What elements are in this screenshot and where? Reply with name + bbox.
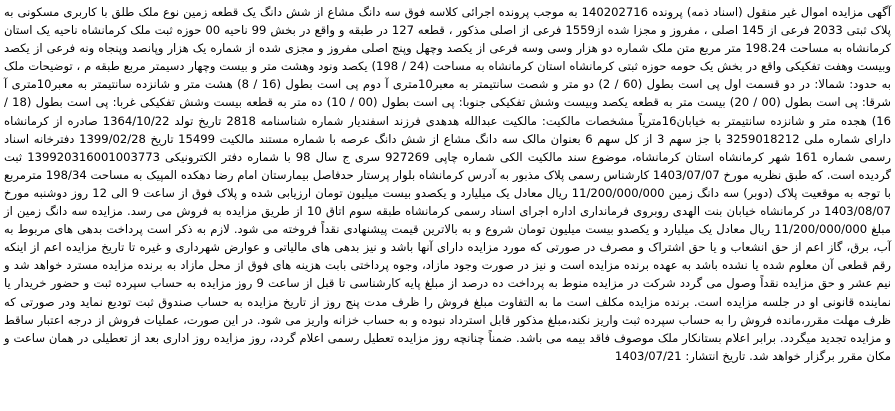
notice-body-text: آگهی مزایده اموال غیر منقول (اسناد ذمه) پرونده 140202716 به موجب پرونده اجرائی کلاسه فوق سه دانگ مشاع از شش دانگ یک قطعه زمین نوع ملک طلق با کاربری مسکونی به پلاک ثبتی 2033 فرعی از 145 اصلی ، مفروز و مجزا شده از1559 فرعی از اصلی مذکور ، قطعه 127 در طبقه و واقع در بخش 99 ناحیه 00 حوزه ثبت ملک کرمانشاه ناحیه یک استان کرمانشاه به مساحت 198.24 متر مربع متن ملک شماره دو هزار وسی وسه فرعی از یکصد وچهل وپنج اصلی مفروز و مجزی شده از شماره یک هزار وپانصد وپنجاه ونه فرعی از یکصد وبیست وهفت تفکیکی واقع در بخش یک حومه حوزه ثبتی کرمانشاه استان کرمانشاه به مساحت (24 / 198) یکصد ونود وهشت متر و بیست وچهار دسیمتر مربع طبقه م ، توضیحات ملک به حدود: شمالا: در دو قسمت اول پی است بطول (60 / 2) دو متر و شصت سانتیمتر به معبر10متری آ دوم پی است بطول (16 / 8) هشت متر و شانزده سانتیمتر به معبر10متری آ شرقا: پی است بطول (00 / 20) بیست متر به قطعه یکصد وبیست وشش تفکیکی جنوبا: پی است بطول (00 / 10) ده متر به قطعه بیست وشش تفکیکی غربا: پی است بطول (18 / 16) هجده متر و شانزده سانتیمتر به خیابان16متریاً مشخصات مالکیت: مالکیت عبدالله هدهدی فرزند اسفندیار شماره شناسنامه 2818 تاریخ تولد 1364/10/22 صادره از کرمانشاه دارای شماره ملی 3259018212 با جز سهم 3 از کل سهم 6 بعنوان مالک سه دانگ مشاع از شش دانگ عرصه با شماره مستند مالکیت 15499 تاریخ 1399/02/28 دفترخانه اسناد رسمی شماره 161 شهر کرمانشاه استان کرمانشاه، موضوع سند مالکیت الکی شماره چاپی 927269 سری ج سال 98 با شماره دفتر الکترونیکی 139920316001003773 ثبت گردیده است. که طبق نظریه مورخ 1403/07/07 کارشناس رسمی پلاک مذبور به آدرس کرمانشاه بلوار پرستار حدفاصل بیمارستان امام رضا دهکده المپیک به مساحت 198/34 مترمربع با توجه به موقعیت پلاک (دوبر) سه دانگ زمین 11/200/000/000 ریال معادل یک میلیارد و یکصدو بیست میلیون تومان ارزیابی شده و پلاک فوق از ساعت 9 الی 12 روز دوشنبه مورخ 1403/08/07 در کرمانشاه خیابان بنت الهدی روبروی فرمانداری اداره اجرای اسناد رسمی کرمانشاه طبقه سوم اتاق 10 از طریق مزایده به فروش می رسد. مزایده سه دانگ زمین از مبلغ 11/200/000/000 ریال معادل یک میلیارد و یکصدو بیست میلیون تومان شروع و به بالاترین قیمت پیشنهادی نقداً فروخته می شود. لازم به ذکر است پرداخت بدهی های مربوط به آب، برق، گاز اعم از حق انشعاب و یا حق اشتراک و مصرف در صورتی که مورد مزایده دارای آنها باشد و نیز بدهی های مالیاتی و عوارض شهرداری و غیره تا تاریخ مزایده اعم از اینکه رقم قطعی آن معلوم شده یا نشده باشد به عهده برنده مزایده است و نیز در صورت وجود مازاد، وجوه پرداختی بابت هزینه های فوق از محل مازاد به برنده مزایده مسترد خواهد شد و نیم عشر و حق مزایده نقداً وصول می گردد شرکت در مزایده منوط به پرداخت ده درصد از مبلغ پایه کارشناسی تا قبل از ساعت 9 روز مزایده به حساب سپرده ثبت و حضور خریدار یا نماینده قانونی او در جلسه مزایده است. برنده مزایده مکلف است ما به التفاوت مبلغ فروش را ظرف مدت پنج روز از تاریخ مزایده به حساب صندوق ثبت تودیع نماید ودر صورتی که ظرف مهلت مقرر،مانده فروش را به حساب سپرده ثبت واریز نکند،مبلغ مذکور قابل استرداد نبوده و به حساب خزانه واریز می شود. در این صورت، عملیات فروش از درجه اعتبار ساقط و مزایده تجدید میگردد. برابر اعلام بستانکار ملک موصوف فاقد بیمه می باشد. ضمناً چنانچه روز مزایده تعطیل رسمی اعلام گردد، روز مزایده روز اداری بعد از تعطیلی در همان ساعت و مکان مقرر برگزار خواهد شد. تاریخ انتشار: 1403/07/21 xyxy=(4,5,892,363)
